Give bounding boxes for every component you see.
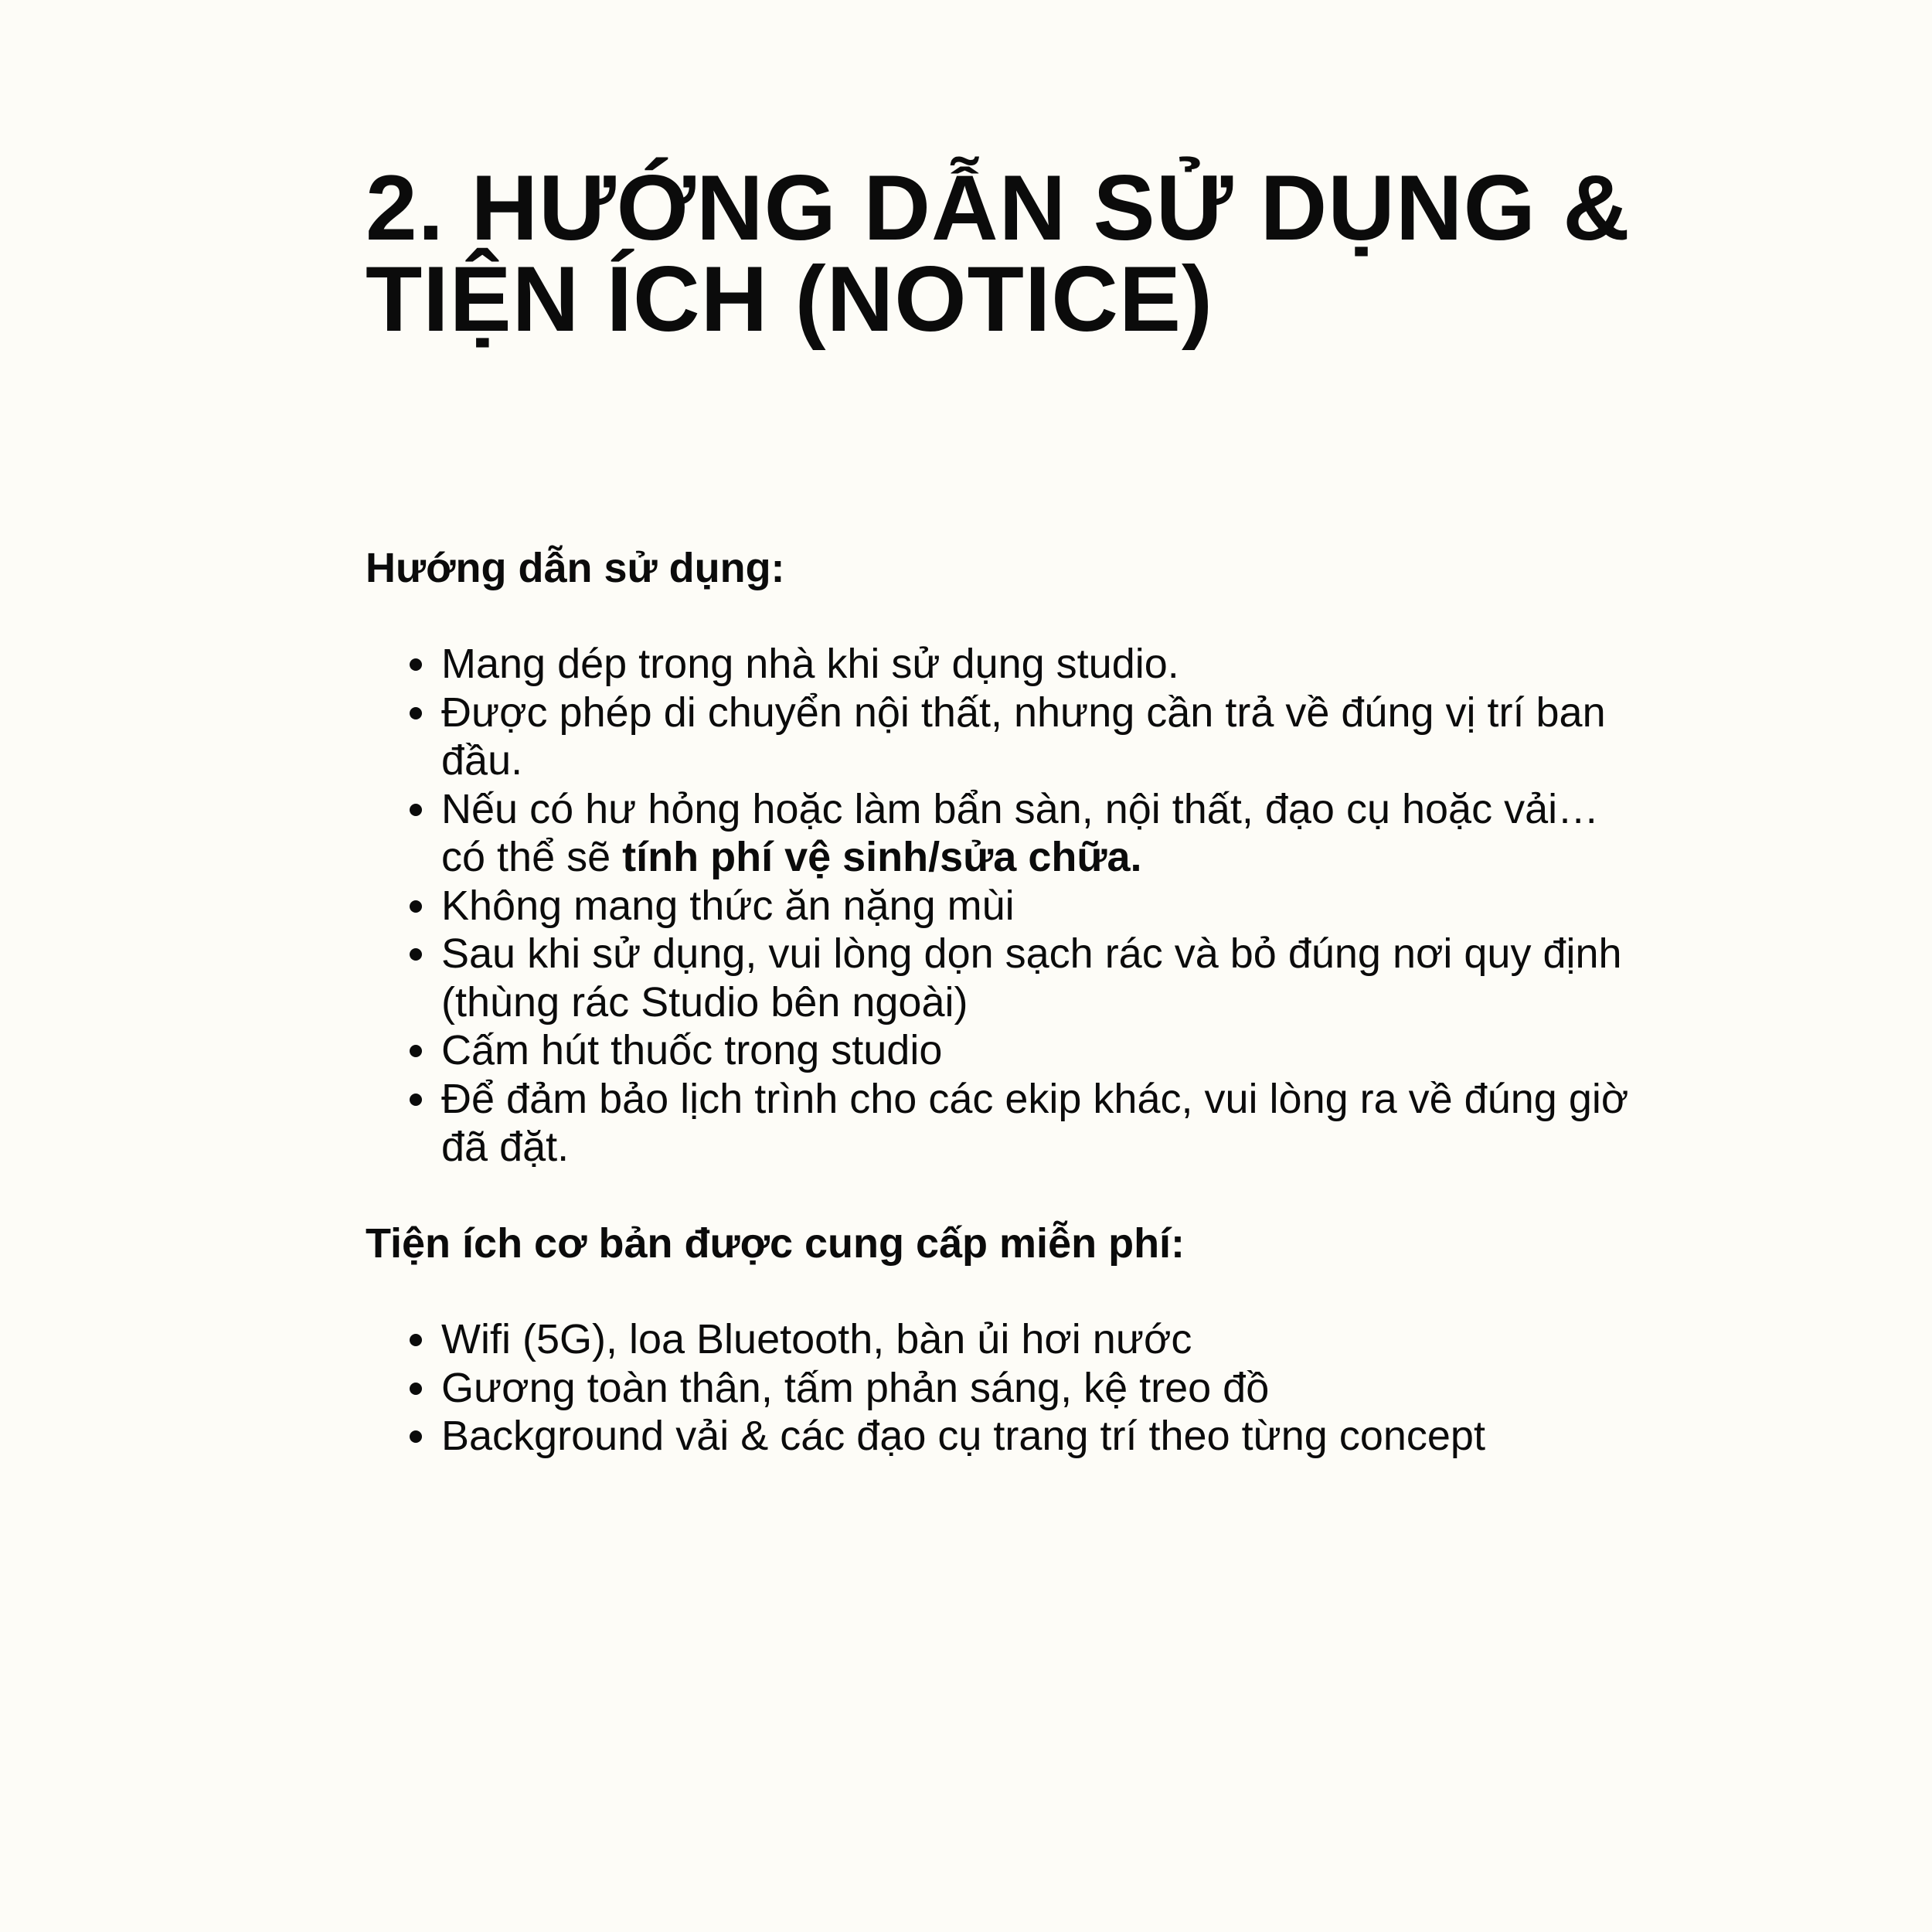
usage-heading: Hướng dẫn sử dụng: <box>366 545 785 591</box>
list-item <box>366 1075 1647 1172</box>
bullet-icon <box>410 1334 422 1346</box>
bullet-icon <box>410 1430 422 1443</box>
bullet-icon <box>410 900 422 913</box>
bullet-icon <box>410 658 422 671</box>
list-item <box>366 930 1647 1026</box>
page-title-line-1: 2. HƯỚNG DẪN SỬ DỤNG & <box>366 156 1631 260</box>
bullet-icon <box>410 804 422 816</box>
page-title-line-2: TIỆN ÍCH (NOTICE) <box>366 247 1213 351</box>
amenities-section <box>366 1219 1679 1461</box>
page-title <box>366 156 1631 351</box>
list-item-text: Sau khi sử dụng, vui lòng dọn sạch rác và bỏ đúng nơi quy định (thùng rác Studio bên ngoài) <box>441 930 1622 1026</box>
bullet-icon <box>410 1045 422 1057</box>
list-item-text: Được phép di chuyển nội thất, nhưng cần trả về đúng vị trí ban đầu. <box>441 689 1606 784</box>
list-item <box>366 1364 1647 1413</box>
list-item-text: Cấm hút thuốc trong studio <box>441 1027 943 1073</box>
list-item-text: Background vải & các đạo cụ trang trí theo từng concept <box>441 1413 1485 1459</box>
list-item-text: Mang dép trong nhà khi sử dụng studio. <box>441 641 1179 687</box>
usage-list <box>366 640 1679 1172</box>
list-item <box>366 689 1647 785</box>
bullet-icon <box>410 1094 422 1106</box>
list-item <box>366 785 1647 882</box>
list-item-text: Nếu có hư hỏng hoặc làm bẩn sàn, nội thất, đạo cụ hoặc vải… có thể sẽ <box>441 785 1600 880</box>
list-item <box>366 1026 1647 1075</box>
bullet-icon <box>410 707 422 719</box>
list-item <box>366 640 1647 689</box>
list-item-emphasis: tính phí vệ sinh/sửa chữa. <box>622 834 1142 880</box>
amenities-heading: Tiện ích cơ bản được cung cấp miễn phí: <box>366 1220 1185 1267</box>
list-item <box>366 1315 1647 1364</box>
list-item-text: Để đảm bảo lịch trình cho các ekip khác, vui lòng ra về đúng giờ đã đặt. <box>441 1075 1629 1170</box>
amenities-list <box>366 1315 1679 1461</box>
list-item-text: Không mang thức ăn nặng mùi <box>441 882 1015 929</box>
notice-page <box>366 0 1679 1932</box>
usage-section <box>366 544 1679 1172</box>
list-item-text: Wifi (5G), loa Bluetooth, bàn ủi hơi nước <box>441 1316 1192 1362</box>
bullet-icon <box>410 1383 422 1395</box>
list-item-text: Gương toàn thân, tấm phản sáng, kệ treo đồ <box>441 1364 1270 1411</box>
list-item <box>366 1412 1647 1461</box>
bullet-icon <box>410 948 422 961</box>
list-item <box>366 882 1647 930</box>
